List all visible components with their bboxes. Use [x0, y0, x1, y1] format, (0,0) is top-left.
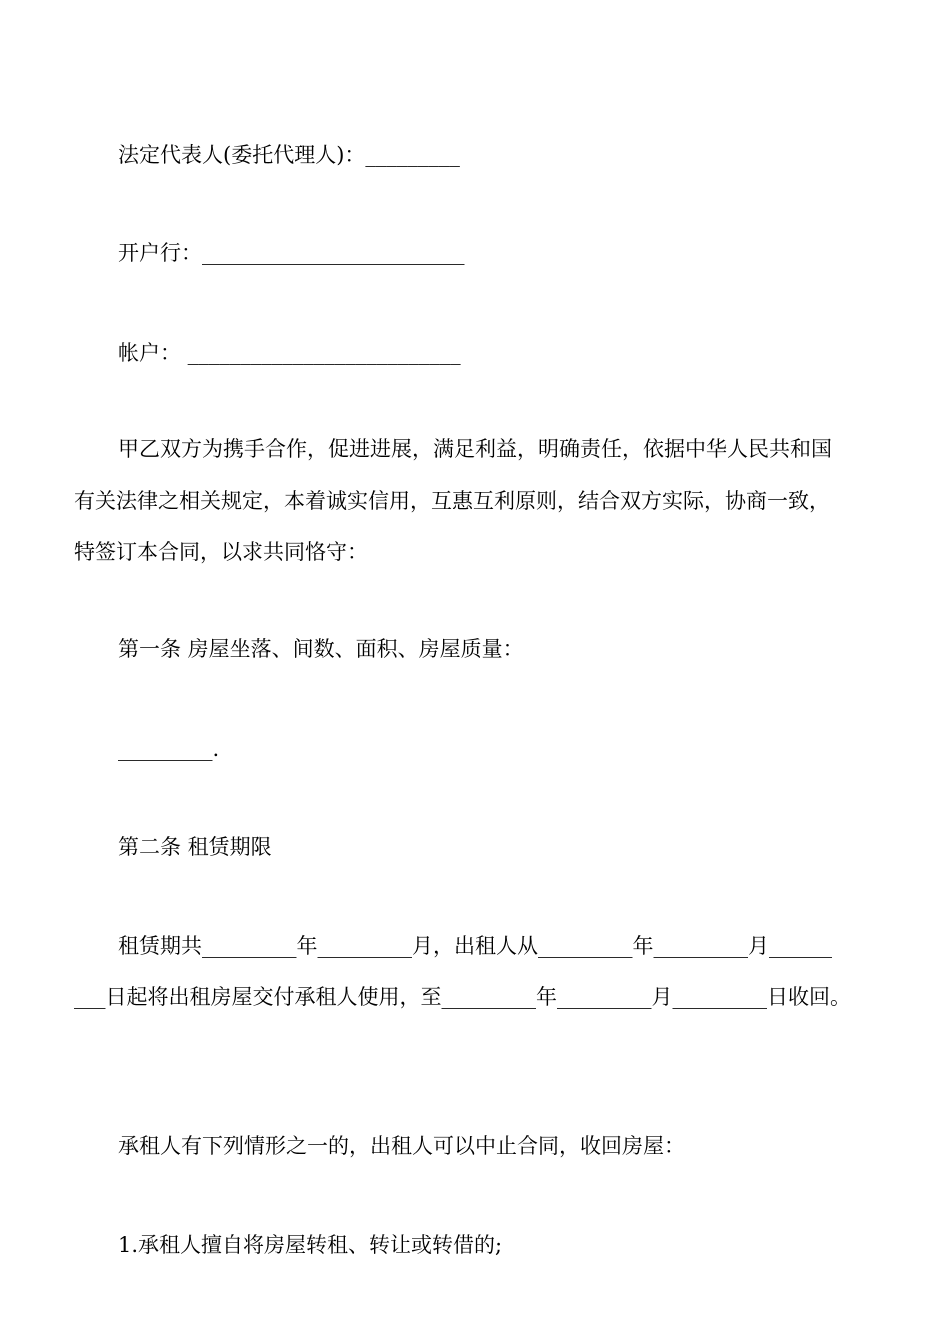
article-1-blank: _________.: [118, 737, 220, 761]
article-2-heading: 第二条 租赁期限: [118, 835, 272, 859]
preamble-line-1: 甲乙双方为携手合作，促进进展，满足利益，明确责任，依据中华人民共和国: [118, 437, 832, 461]
bank-line: 开户行：_________________________: [118, 241, 465, 265]
termination-heading: 承租人有下列情形之一的，出租人可以中止合同，收回房屋：: [118, 1134, 685, 1158]
lease-term-line-1: 租赁期共_________年_________月，出租人从_________年_________月______: [118, 934, 832, 958]
preamble-line-2: 有关法律之相关规定，本着诚实信用，互惠互利原则，结合双方实际，协商一致，: [74, 489, 830, 513]
account-line: 帐户： __________________________: [118, 341, 461, 365]
termination-item-1: 1.承租人擅自将房屋转租、转让或转借的;: [118, 1233, 503, 1257]
legal-representative-line: 法定代表人(委托代理人)：_________: [118, 143, 460, 167]
article-1-heading: 第一条 房屋坐落、间数、面积、房屋质量：: [118, 637, 524, 661]
lease-term-line-2: ___日起将出租房屋交付承租人使用，至_________年_________月_________日收回。: [74, 985, 851, 1009]
preamble-line-3: 特签订本合同，以求共同恪守：: [74, 540, 368, 564]
